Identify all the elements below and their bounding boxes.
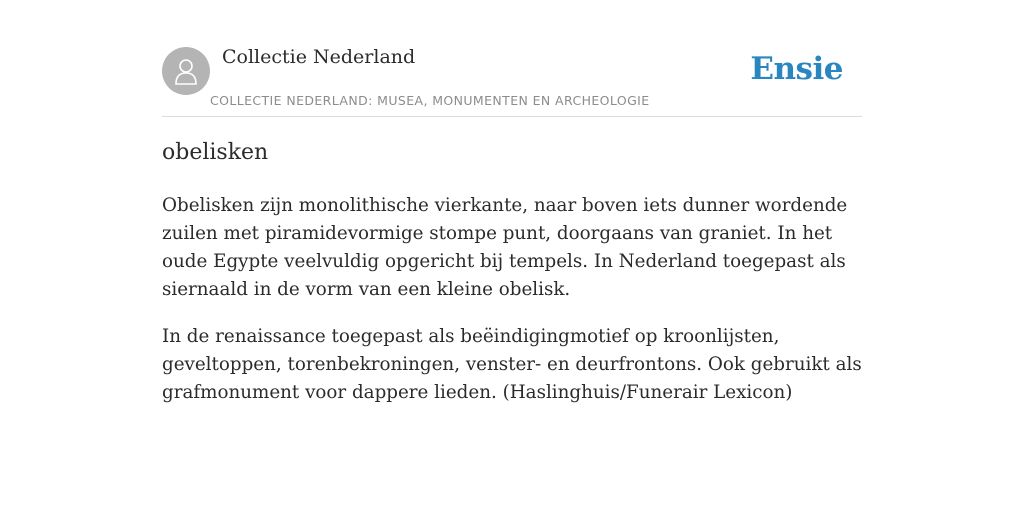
article-title: obelisken bbox=[162, 140, 269, 165]
user-silhouette-icon bbox=[174, 57, 198, 85]
author-avatar[interactable] bbox=[162, 47, 210, 95]
ensie-logo-link[interactable]: Ensie bbox=[750, 51, 843, 87]
article-paragraph: Obelisken zijn monolithische vierkante, naar boven iets dunner wordende zuilen met piramidevormige stompe punt, doorgaans van graniet. In het oude Egypte veelvuldig opgericht bij tempels. In Nederland toegepast als siernaald in de vorm van een kleine obelisk. bbox=[162, 195, 848, 300]
article-body bbox=[162, 192, 874, 426]
article-header bbox=[162, 44, 862, 117]
article-paragraph: In de renaissance toegepast als beëindigingmotief op kroonlijsten, geveltoppen, torenbekroningen, venster- en deurfrontons. Ook gebruikt als grafmonument voor dappere lieden. (Haslinghuis/Funerair Lexicon) bbox=[162, 326, 862, 403]
author-name-link[interactable]: Collectie Nederland bbox=[222, 46, 416, 68]
source-label[interactable]: COLLECTIE NEDERLAND: MUSEA, MONUMENTEN EN ARCHEOLOGIE bbox=[210, 93, 650, 108]
